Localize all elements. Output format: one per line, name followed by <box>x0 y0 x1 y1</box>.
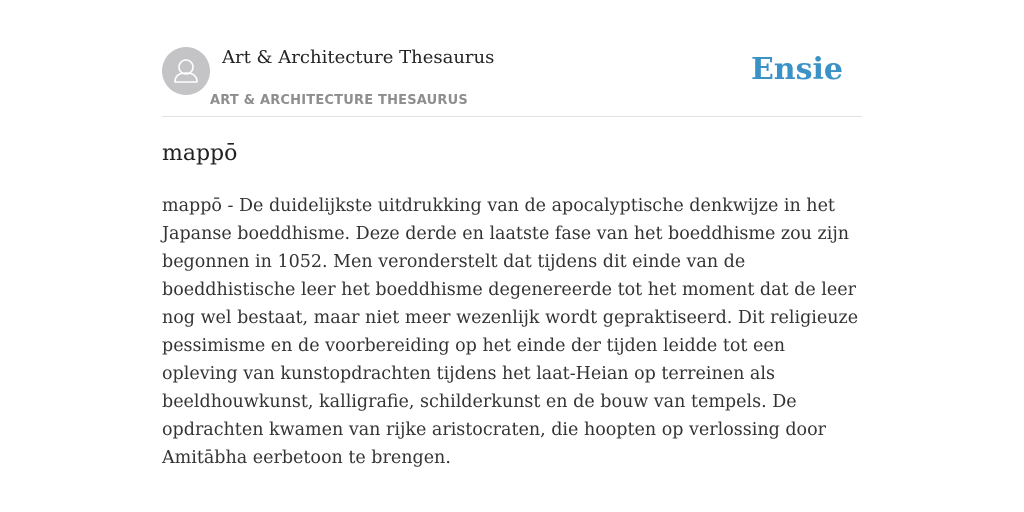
category-label[interactable]: ART & ARCHITECTURE THESAURUS <box>210 93 468 108</box>
avatar[interactable] <box>162 47 210 95</box>
brand-logo[interactable]: Ensie <box>750 52 843 87</box>
author-name[interactable]: Art & Architecture Thesaurus <box>222 47 495 68</box>
header <box>162 46 862 117</box>
page-title: mappō <box>162 141 238 166</box>
article-definition: - De duidelijkste uitdrukking van de apocalyptische denkwijze in het Japanse boeddhisme. Deze derde en laatste fase van het boeddhisme zou zijn begonnen in 1052. Men veronderstelt dat tijdens dit einde van de boeddhistische leer het boeddhisme degenereerde tot het moment dat de leer nog wel bestaat, maar niet meer wezenlijk wordt gepraktiseerd. Dit religieuze pessimisme en de voorbereiding op het einde der tijden leidde tot een opleving van kunstopdrachten tijdens het laat-Heian op terreinen als beeldhouwkunst, kalligrafie, schilderkunst en de bouw van tempels. De opdrachten kwamen van rijke aristocraten, die hoopten op verlossing door Amitābha eerbetoon te brengen. <box>162 196 859 468</box>
user-icon <box>162 47 210 95</box>
article-body <box>162 192 862 472</box>
article-term: mappō <box>162 196 222 216</box>
